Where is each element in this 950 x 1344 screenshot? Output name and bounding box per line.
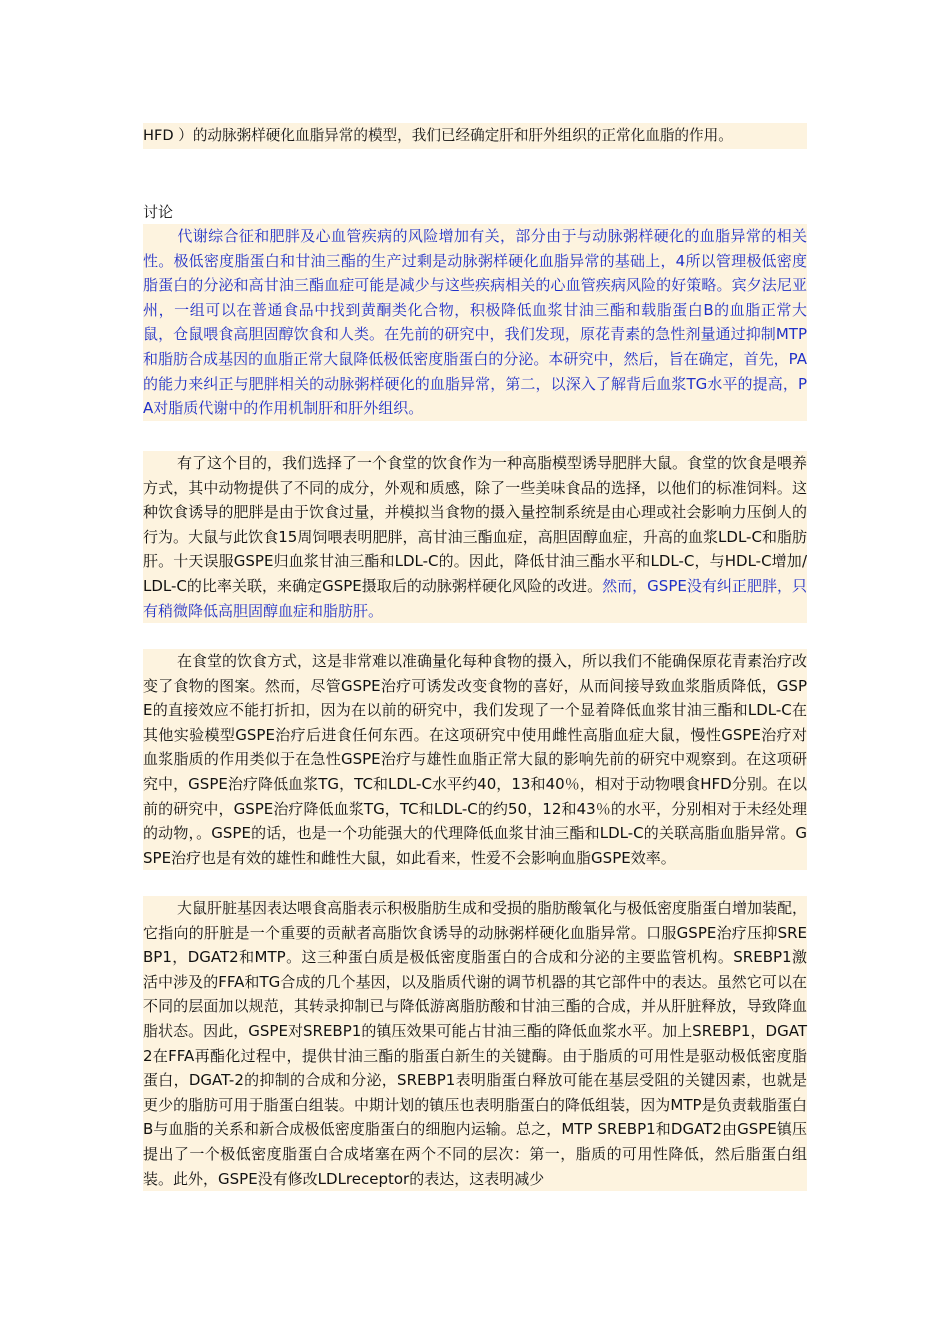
paragraph-3-text: 在食堂的饮食方式，这是非常难以准确量化每种食物的摄入，所以我们不能确保原花青素治疗改变了食物的图案。然而，尽管GSPE治疗可诱发改变食物的喜好，从而间接导致血浆脂质降低，GSPE的直接效应不能打折扣，因为在以前的研究中，我们发现了一个显着降低血浆甘油三酯和LDL-C在其他实验模型GSPE治疗后进食任何东西。在这项研究中使用雌性高脂血症大鼠，慢性GSPE治疗对血浆脂质的作用类似于在急性GSPE治疗与雄性血脂正常大鼠的影响先前的研究中观察到。在这项研究中，GSPE治疗降低血浆TG，TC和LDL-C水平约40，13和40％，相对于动物喂食HFD分别。在以前的研究中，GSPE治疗降低血浆TG，TC和LDL-C的约50，12和43％的水平，分别相对于未经处理的动物，。GSPE的话，也是一个功能强大的代理降低血浆甘油三酯和LDL-C的关联高脂血脂异常。GSPE治疗也是有效的雄性和雌性大鼠，如此看来，性爱不会影响血脂GSPE效率。 [143,652,808,867]
paragraph-1-text: 代谢综合征和肥胖及心血管疾病的风险增加有关，部分由于与动脉粥样硬化的血脂异常的相关性。极低密度脂蛋白和甘油三酯的生产过剩是动脉粥样硬化血脂异常的基础上，4所以管理极低密度脂蛋白的分泌和高甘油三酯血症可能是减少与这些疾病相关的心血管疾病风险的好策略。宾夕法尼亚州，一组可以在普通食品中找到黄酮类化合物，积极降低血浆甘油三酯和载脂蛋白B的血脂正常大鼠，仓鼠喂食高胆固醇饮食和人类。在先前的研究中，我们发现，原花青素的急性剂量通过抑制MTP和脂肪合成基因的血脂正常大鼠降低极低密度脂蛋白的分泌。本研究中，然后，旨在确定，首先，PA的能力来纠正与肥胖相关的动脉粥样硬化的血脂异常，第二，以深入了解背后血浆TG水平的提高，PA对脂质代谢中的作用机制肝和肝外组织。 [143,227,807,418]
paragraph-2-text: 有了这个目的，我们选择了一个食堂的饮食作为一种高脂模型诱导肥胖大鼠。食堂的饮食是喂养方式，其中动物提供了不同的成分，外观和质感，除了一些美味食品的选择，以他们的标准饲料。这种饮食诱导的肥胖是由于饮食过量，并模拟当食物的摄入量控制系统是由心理或社会影响力压倒人的行为。大鼠与此饮食15周饲喂表明肥胖，高甘油三酯血症，高胆固醇血症，升高的血浆LDL-C和脂肪肝。十天误服GSPE归血浆甘油三酯和LDL-C的。因此，降低甘油三酯水平和LDL-C，与HDL-C增加/ LDL-C的比率关联，来确定GSPE摄取后的动脉粥样硬化风险的改进。 [143,454,808,595]
paragraph-3 [143,649,807,870]
intro-line: HFD ）的动脉粥样硬化血脂异常的模型，我们已经确定肝和肝外组织的正常化血脂的作用。 [143,123,807,149]
section-heading: 讨论 [143,203,174,221]
paragraph-1 [143,224,807,421]
paragraph-4-text: 大鼠肝脏基因表达喂食高脂表示积极脂肪生成和受损的脂肪酸氧化与极低密度脂蛋白增加装配，它指向的肝脏是一个重要的贡献者高脂饮食诱导的动脉粥样硬化血脂异常。口服GSPE治疗压抑SREBP1，DGAT2和MTP。这三种蛋白质是极低密度脂蛋白的合成和分泌的主要监管机构。SREBP1激活中涉及的FFA和TG合成的几个基因，以及脂质代谢的调节机器的其它部件中的表达。虽然它可以在不同的层面加以规范，其转录抑制已与降低游离脂肪酸和甘油三酯的合成，并从肝脏释放，导致降血脂状态。因此，GSPE对SREBP1的镇压效果可能占甘油三酯的降低血浆水平。加上SREBP1，DGAT2在FFA再酯化过程中，提供甘油三酯的脂蛋白新生的关键酶。由于脂质的可用性是驱动极低密度脂蛋白，DGAT-2的抑制的合成和分泌，SREBP1表明脂蛋白释放可能在基层受阻的关键因素，也就是更少的脂肪可用于脂蛋白组装。中期计划的镇压也表明脂蛋白的降低组装，因为MTP是负责载脂蛋白B与血脂的关系和新合成极低密度脂蛋白的细胞内运输。总之，MTP SREBP1和DGAT2由GSPE镇压提出了一个极低密度脂蛋白合成堵塞在两个不同的层次：第一，脂质的可用性降低，然后脂蛋白组装。此外，GSPE没有修改LDLreceptor的表达，这表明减少 [143,899,808,1188]
paragraph-2 [143,451,807,623]
paragraph-2-blue-text: 然而，GSPE没有纠正肥胖，只有稍微降低高胆固醇血症和脂肪肝。 [143,576,808,620]
paragraph-4 [143,896,807,1191]
